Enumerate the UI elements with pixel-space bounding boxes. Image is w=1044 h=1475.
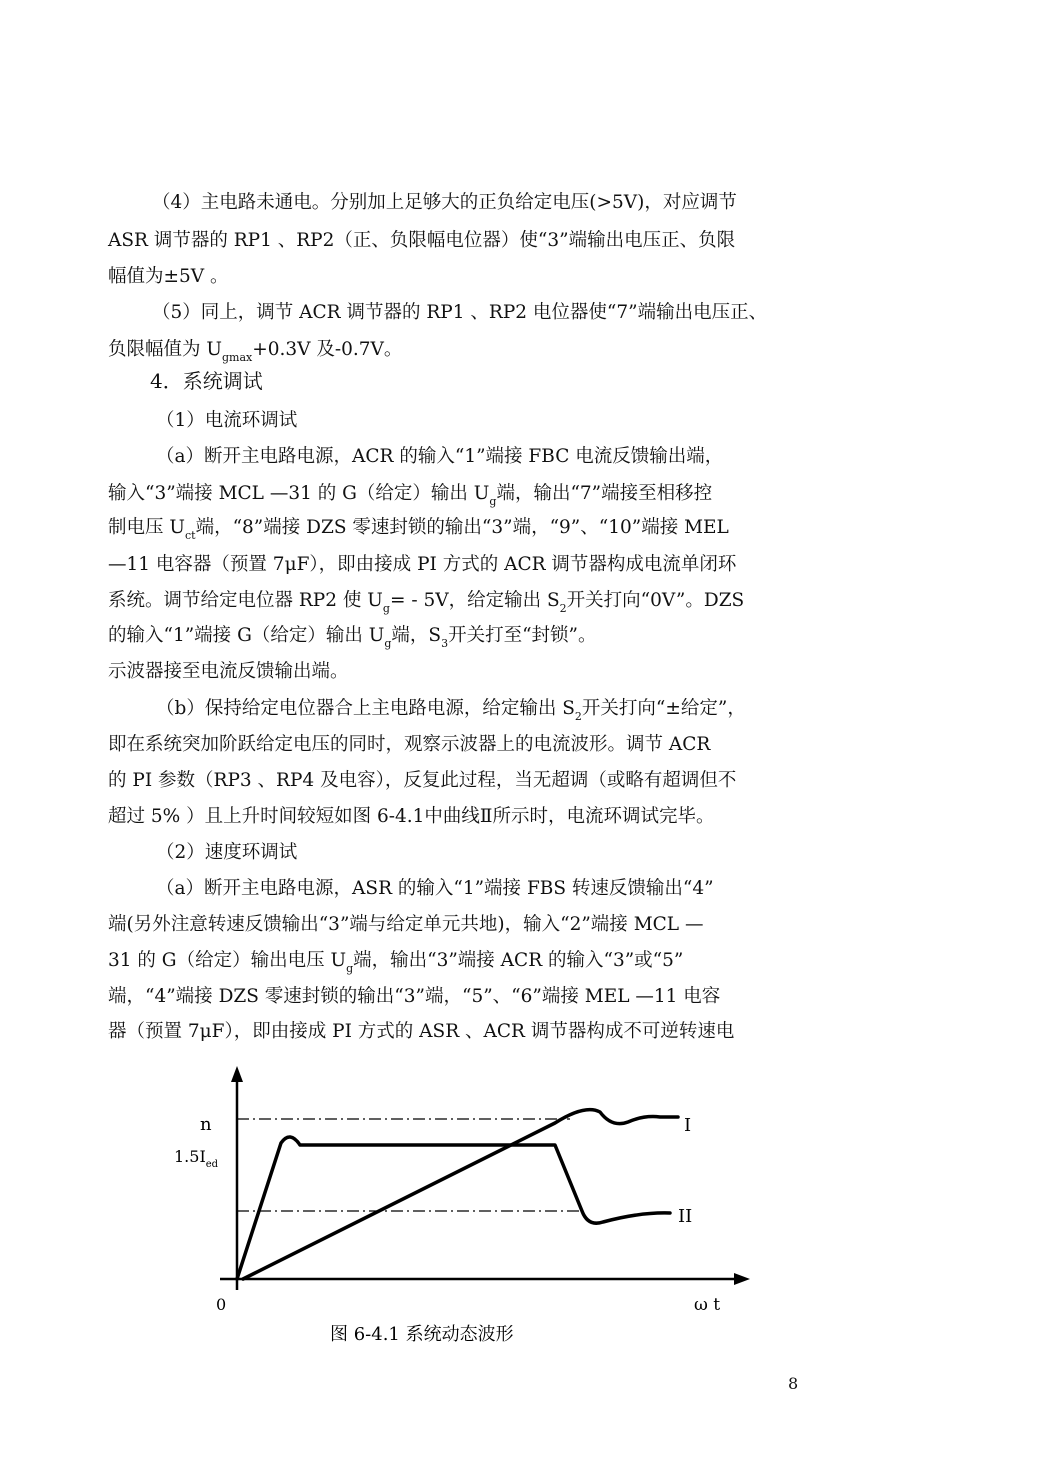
para-a1-line-3: 制电压 $U_{ct}$端，“8”端接 DZS 零速封锁的输出“3”端，“9”、“10”端接 MEL (108, 517, 729, 542)
para-b1-line-1: （b）保持给定电位器合上主电路电源，给定输出 $S_2$开关打向“±给定”， (156, 698, 746, 723)
label-origin: 0 (216, 1295, 227, 1314)
para-a2-line-2: 端(另外注意转速反馈输出“3”端与给定单元共地)，输入“2”端接 MCL — (108, 914, 704, 935)
para-4-line-3: 幅值为±5V 。 (108, 266, 229, 287)
curve-II-current (237, 1137, 670, 1279)
para-a1-line-5: 系统。调节给定电位器 RP2 使 $U_g= - 5V$，给定输出 $S_2$开关打向“0V”。DZS (108, 590, 745, 615)
para-b1-line-2: 即在系统突加阶跃给定电压的同时，观察示波器上的电流波形。调节 ACR (108, 734, 711, 755)
para-4-line-2: ASR 调节器的 RP1 、RP2（正、负限幅电位器）使“3”端输出电压正、负限 (108, 230, 736, 251)
para-a2-line-1: （a）断开主电路电源，ASR 的输入“1”端接 FBS 转速反馈输出“4” (156, 878, 714, 899)
section-heading-4: 4．系统调试 (150, 369, 263, 393)
para-a1-line-4: —11 电容器（预置 7μF），即由接成 PI 方式的 ACR 调节器构成电流单闭环 (108, 554, 737, 575)
para-b1-line-4: 超过 5% ）且上升时间较短如图 6-4.1中曲线Ⅱ所示时，电流环调试完毕。 (108, 806, 715, 827)
label-n: n (200, 1114, 212, 1135)
label-omega-t: ω t (694, 1295, 721, 1315)
para-a1-line-7: 示波器接至电流反馈输出端。 (108, 661, 349, 682)
para-5-line-2: 负限幅值为 $U_{gmax}+0.3V$ 及-0.7V。 (108, 339, 403, 364)
para-a2-line-3: 31 的 G（给定）输出电压 $U_g$端，输出“3”端接 ACR 的输入“3”或“5” (108, 950, 684, 975)
y-axis-arrow (231, 1066, 243, 1082)
para-a1-line-6: 的输入“1”端接 G（给定）输出 $U_g$端，$S_3$开关打至“封锁”。 (108, 625, 597, 650)
curve-I-speed (243, 1110, 678, 1279)
para-a2-line-4: 端，“4”端接 DZS 零速封锁的输出“3”端，“5”、“6”端接 MEL —11 电容 (108, 986, 721, 1007)
label-curve-I: I (684, 1115, 692, 1136)
figure-caption: 图 6-4.1 系统动态波形 (330, 1324, 514, 1345)
x-axis-arrow (734, 1273, 750, 1285)
para-b1-line-3: 的 PI 参数（RP3 、RP4 及电容），反复此过程，当无超调（或略有超调但不 (108, 770, 737, 791)
para-a2-line-5: 器（预置 7μF），即由接成 PI 方式的 ASR 、ACR 调节器构成不可逆转速电 (108, 1021, 735, 1042)
subsection-speed-loop: （2）速度环调试 (156, 842, 298, 863)
subsection-current-loop: （1）电流环调试 (156, 410, 298, 431)
label-1-5-ied: $1.5I_{ed}$ (174, 1147, 219, 1170)
para-5-line-1: （5）同上，调节 ACR 调节器的 RP1 、RP2 电位器使“7”端输出电压正、 (152, 302, 768, 323)
para-a1-line-2: 输入“3”端接 MCL —31 的 G（给定）输出 $U_g$端，输出“7”端接至相移控 (108, 483, 713, 508)
page-number: 8 (788, 1374, 799, 1393)
para-a1-line-1: （a）断开主电路电源，ACR 的输入“1”端接 FBC 电流反馈输出端， (156, 446, 724, 467)
label-curve-II: II (678, 1206, 693, 1227)
para-4-line-1: （4）主电路未通电。分别加上足够大的正负给定电压(>5V)，对应调节 (152, 192, 737, 213)
